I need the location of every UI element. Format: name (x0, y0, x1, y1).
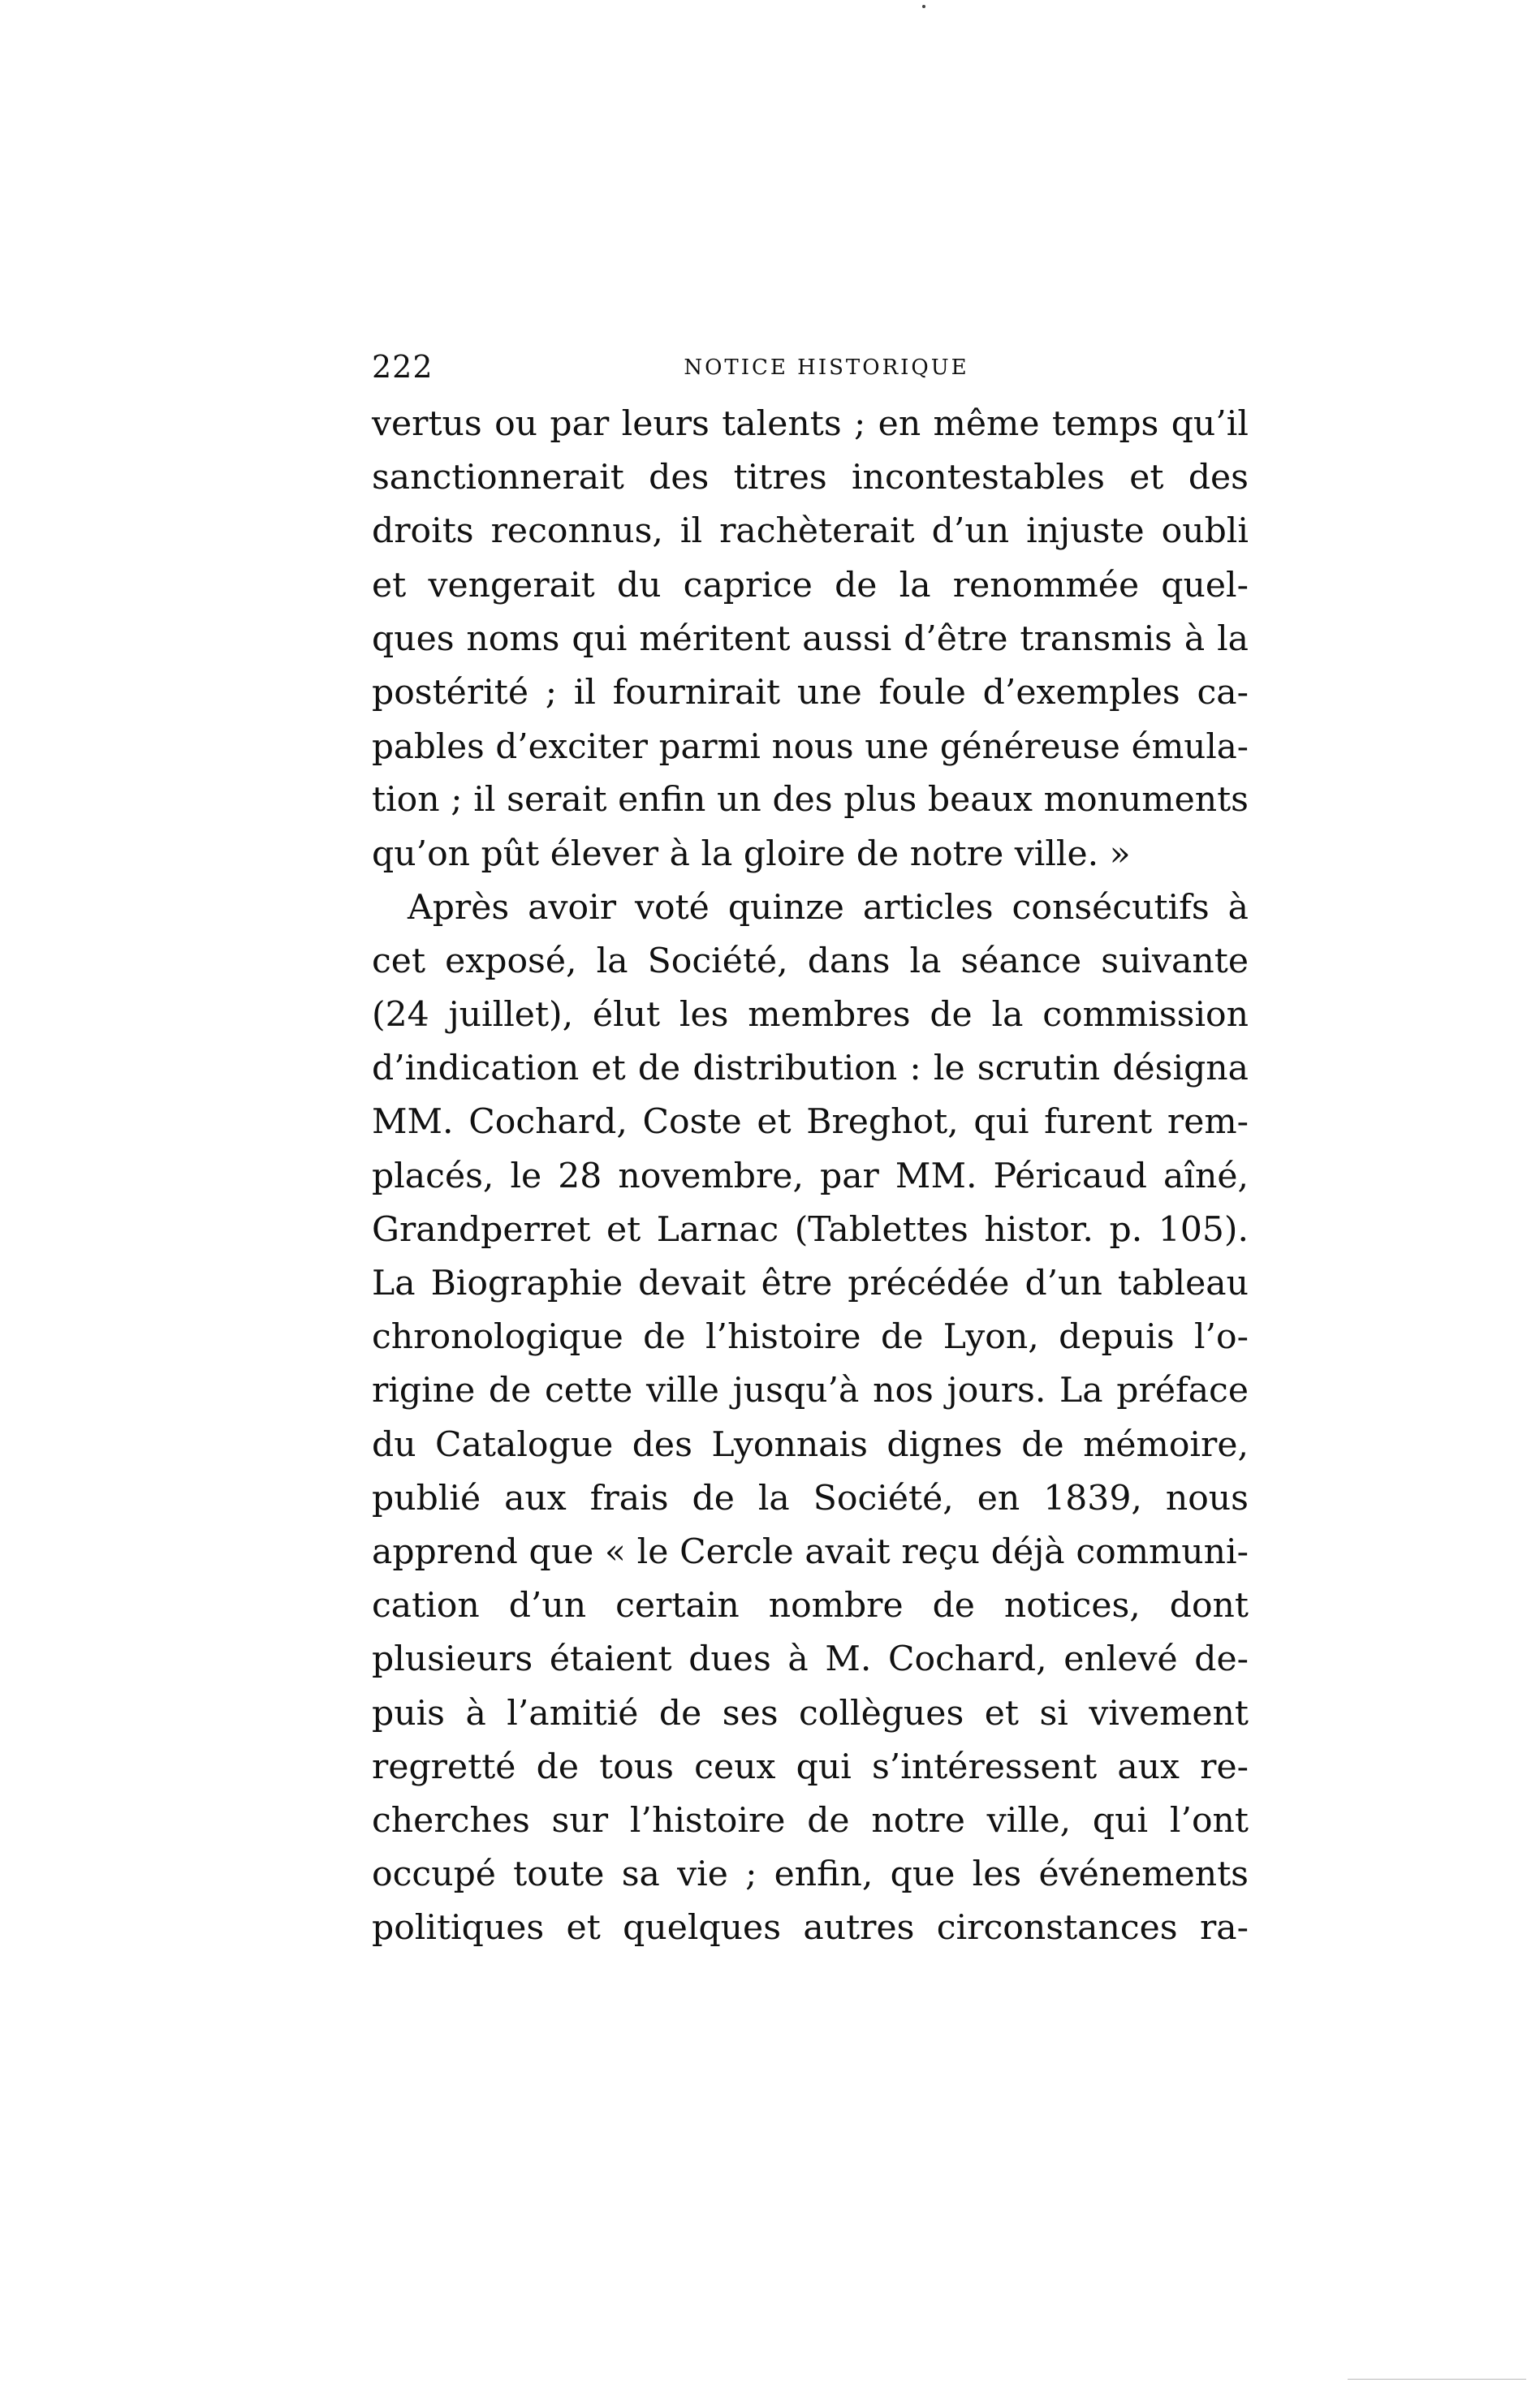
text-line: politiques et quelques autres circonstances ra- (372, 1908, 1249, 1949)
text-line: sanctionnerait des titres incontestables et des (372, 458, 1249, 498)
text-line: chronologique de l’histoire de Lyon, depuis l’o- (372, 1317, 1249, 1358)
body-text (372, 398, 1249, 1955)
print-speck (922, 5, 925, 8)
text-line: cet exposé, la Société, dans la séance suivante (372, 941, 1249, 981)
paragraph-start-line: Après avoir voté quinze articles consécutifs à (408, 887, 1249, 928)
running-head (372, 349, 1249, 390)
running-title: NOTICE HISTORIQUE (684, 355, 969, 380)
text-line: d’indication et de distribution : le scrutin désigna (372, 1049, 1249, 1089)
text-line: tion ; il serait enfin un des plus beaux monuments (372, 780, 1249, 821)
text-line: droits reconnus, il rachèterait d’un injuste oubli (372, 511, 1249, 552)
text-line: rigine de cette ville jusqu’à nos jours. La préface (372, 1371, 1249, 1411)
page-number: 222 (372, 349, 434, 385)
text-line: postérité ; il fournirait une foule d’exemples ca- (372, 672, 1249, 713)
paragraph-end-line: qu’on pût élever à la gloire de notre ville. » (372, 834, 1131, 874)
text-line: du Catalogue des Lyonnais dignes de mémoire, (372, 1424, 1249, 1465)
text-line: ques noms qui méritent aussi d’être transmis à la (372, 618, 1249, 659)
text-line: MM. Cochard, Coste et Breghot, qui furent rem- (372, 1102, 1249, 1143)
text-line: apprend que « le Cercle avait reçu déjà communi- (372, 1531, 1249, 1572)
text-line: Grandperret et Larnac (Tablettes histor. p. 105). (372, 1209, 1249, 1250)
text-line: et vengerait du caprice de la renommée quel- (372, 565, 1249, 605)
text-line: La Biographie devait être précédée d’un tableau (372, 1264, 1249, 1303)
text-line: regretté de tous ceux qui s’intéressent aux re- (372, 1747, 1249, 1787)
text-line: plusieurs étaient dues à M. Cochard, enlevé de- (372, 1639, 1249, 1680)
corner-rule (1348, 2379, 1526, 2380)
text-line: publié aux frais de la Société, en 1839, nous (372, 1478, 1249, 1518)
text-line: cation d’un certain nombre de notices, dont (372, 1586, 1249, 1626)
text-line: cherches sur l’histoire de notre ville, qui l’ont (372, 1800, 1249, 1841)
text-line: pables d’exciter parmi nous une généreuse émula- (372, 726, 1249, 767)
text-line: occupé toute sa vie ; enfin, que les événements (372, 1854, 1249, 1895)
text-line: placés, le 28 novembre, par MM. Péricaud aîné, (372, 1156, 1249, 1196)
text-line: puis à l’amitié de ses collègues et si vivement (372, 1693, 1249, 1734)
text-line: vertus ou par leurs talents ; en même temps qu’il (372, 404, 1249, 444)
text-line: (24 juillet), élut les membres de la commission (372, 995, 1249, 1036)
